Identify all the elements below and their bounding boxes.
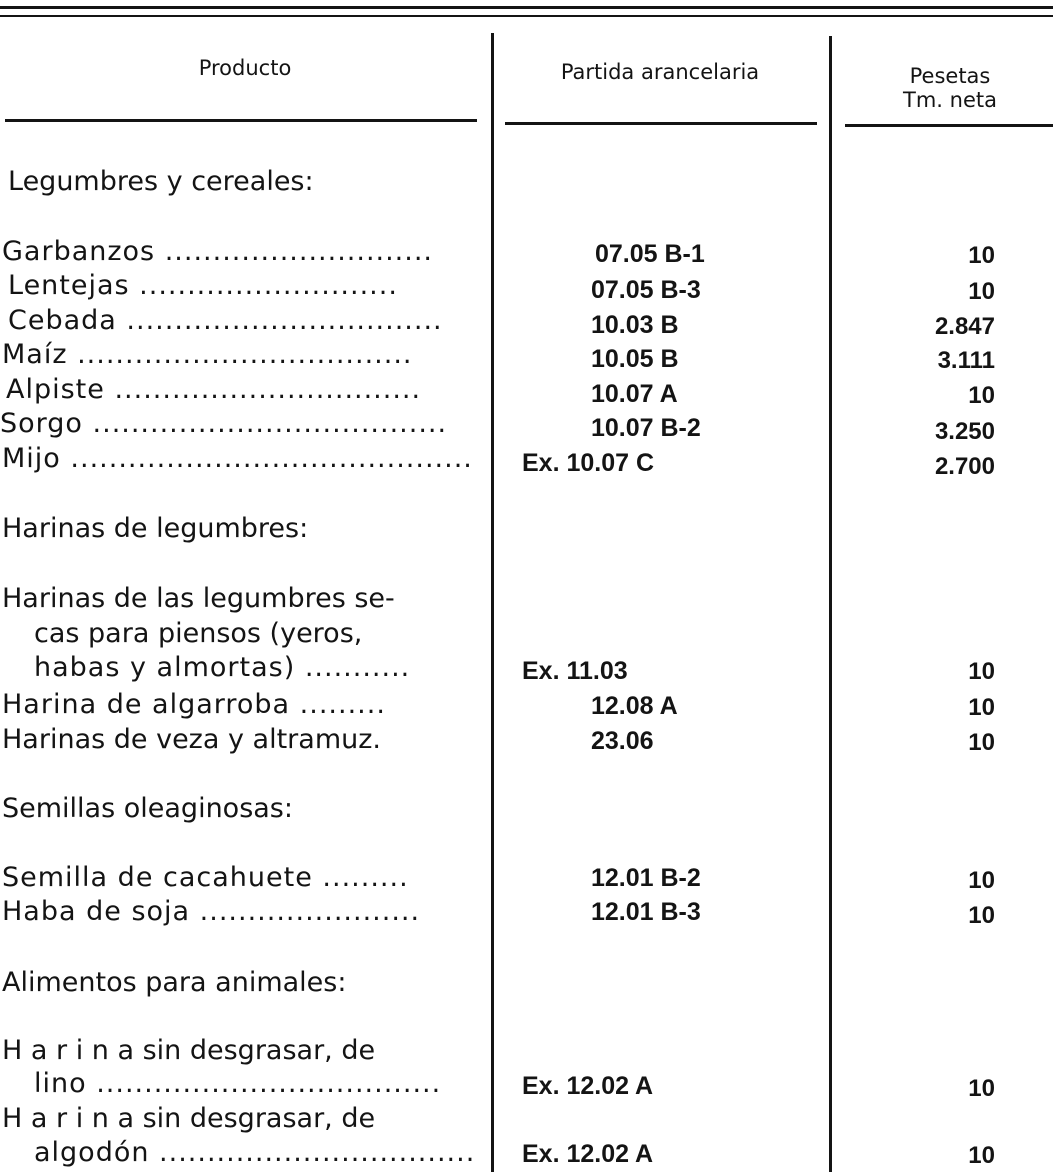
price-value: 10: [968, 729, 995, 756]
product-name: cas para piensos (yeros,: [34, 618, 363, 649]
header-producto: Producto: [198, 56, 292, 80]
product-name: Cebada .................................: [8, 305, 443, 336]
column-divider-1: [491, 33, 494, 1172]
product-name: Sorgo .....................................: [0, 408, 448, 439]
section-title: Semillas oleaginosas:: [2, 793, 293, 824]
price-value: 10: [968, 694, 995, 721]
tariff-code: 10.03 B: [591, 311, 679, 339]
price-value: 2.847: [934, 313, 995, 340]
section-title: Harinas de legumbres:: [2, 513, 309, 544]
tariff-code: 07.05 B-1: [595, 240, 705, 268]
header-pesetas: Pesetas: [909, 64, 991, 88]
product-name: H a r i n a sin desgrasar, de: [2, 1035, 376, 1066]
product-name: algodón .................................: [34, 1137, 476, 1168]
product-name: Garbanzos ............................: [2, 236, 434, 267]
product-name: Lentejas ...........................: [8, 270, 398, 301]
product-name: Maíz ...................................: [2, 339, 413, 370]
product-name: Alpiste ................................: [6, 374, 422, 405]
price-value: 10: [968, 867, 995, 894]
tariff-code: 12.01 B-2: [591, 864, 701, 892]
price-value: 10: [968, 902, 995, 929]
tariff-code: Ex. 10.07 C: [522, 449, 655, 477]
product-name: Haba de soja .......................: [2, 896, 421, 927]
price-value: 2.700: [934, 453, 995, 480]
price-value: 10: [968, 1075, 995, 1102]
price-value: 10: [968, 658, 995, 685]
price-value: 10: [968, 242, 995, 269]
top-rule-2: [0, 15, 1053, 17]
product-name: Mijo ..........................................: [2, 443, 473, 474]
product-name: habas y almortas) ...........: [34, 652, 411, 683]
product-name: Harina de algarroba .........: [2, 689, 386, 720]
header-partida: Partida arancelaria: [560, 60, 760, 84]
column-divider-2: [829, 36, 832, 1172]
tariff-code: 23.06: [591, 727, 654, 755]
tariff-code: Ex. 12.02 A: [522, 1140, 654, 1168]
tariff-code: 10.07 A: [591, 380, 678, 408]
tariff-code: 07.05 B-3: [591, 276, 701, 304]
top-rule-1: [0, 6, 1053, 9]
product-name: Harinas de las legumbres se-: [2, 583, 395, 614]
header-underline-partida: [505, 122, 817, 125]
price-value: 10: [968, 382, 995, 409]
product-name: lino ....................................: [34, 1068, 442, 1099]
tariff-code: 10.05 B: [591, 345, 679, 373]
price-value: 10: [968, 1142, 995, 1169]
section-title: Legumbres y cereales:: [8, 166, 314, 197]
section-title: Alimentos para animales:: [2, 967, 347, 998]
tariff-code: Ex. 12.02 A: [522, 1072, 654, 1100]
header-tm-neta: Tm. neta: [903, 88, 997, 112]
product-name: Semilla de cacahuete .........: [2, 862, 409, 893]
tariff-code: Ex. 11.03: [522, 657, 628, 685]
tariff-code: 12.08 A: [591, 692, 678, 720]
price-value: 10: [968, 278, 995, 305]
header-underline-producto: [5, 119, 477, 122]
tariff-code: 10.07 B-2: [591, 414, 701, 442]
tariff-code: 12.01 B-3: [591, 898, 701, 926]
product-name: H a r i n a sin desgrasar, de: [2, 1103, 376, 1134]
price-value: 3.250: [934, 418, 995, 445]
product-name: Harinas de veza y altramuz.: [2, 724, 381, 755]
header-underline-pesetas: [845, 124, 1053, 127]
price-value: 3.111: [937, 347, 995, 374]
